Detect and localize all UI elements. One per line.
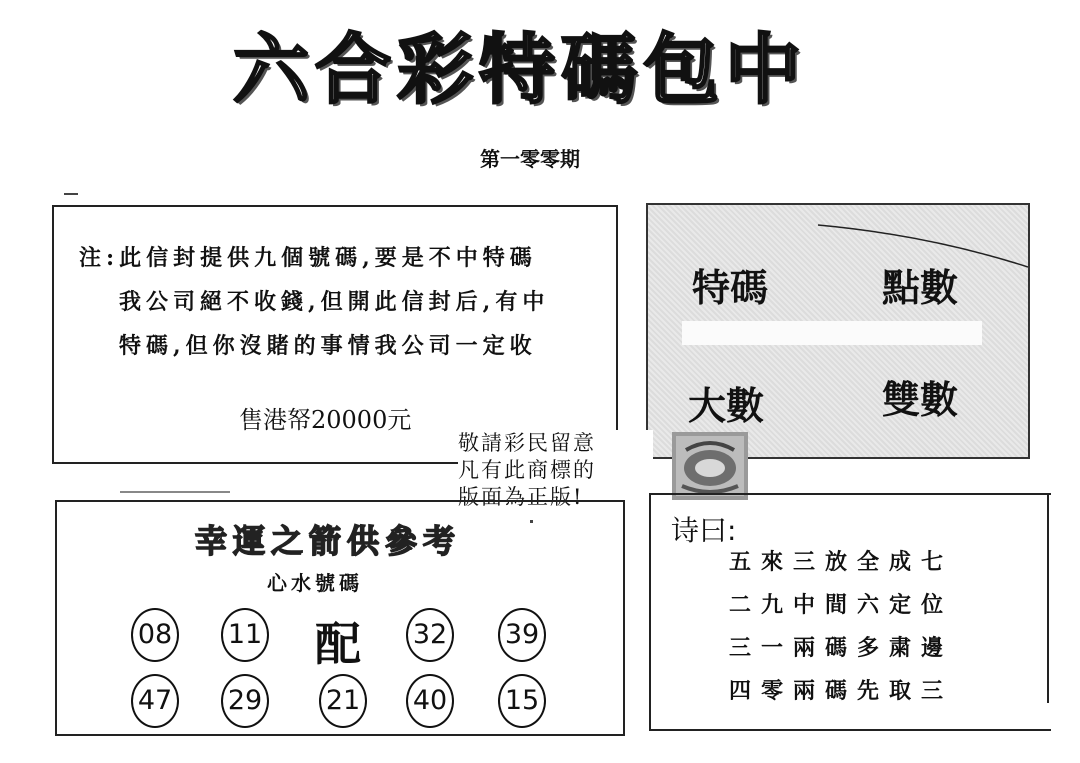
notice-line-3: 特碼,但你沒賭的事情我公司一定收	[119, 333, 537, 359]
warning-line-2: 凡有此商標的	[458, 458, 596, 482]
number-ball: 47	[131, 674, 179, 728]
pair-label: 配	[315, 617, 361, 671]
number-ball: 21	[319, 674, 367, 728]
attribute-box	[646, 203, 1030, 459]
number-ball: 29	[221, 674, 269, 728]
attr-big-number: 大數	[688, 384, 765, 428]
poem-line-4: 四零兩碼先取三	[729, 678, 954, 704]
warning-line-1: 敬請彩民留意	[458, 431, 596, 455]
number-ball: 40	[406, 674, 454, 728]
number-ball: 32	[406, 608, 454, 662]
scan-speck	[64, 193, 78, 195]
poem-line-2: 二九中間六定位	[729, 592, 954, 618]
number-ball: 08	[131, 608, 179, 662]
notice-line-1: 注:此信封提供九個號碼,要是不中特碼	[79, 245, 537, 271]
number-ball: 15	[498, 674, 546, 728]
scan-speck	[120, 491, 230, 493]
authenticity-warning	[458, 430, 653, 511]
lucky-numbers-box	[55, 500, 625, 736]
number-ball: 39	[498, 608, 546, 662]
poem-box	[649, 493, 1051, 731]
page-title: 六合彩特碼包中	[233, 25, 807, 114]
number-ball: 11	[221, 608, 269, 662]
poem-label: 诗曰:	[671, 514, 737, 547]
issue-number: 第一零零期	[480, 147, 580, 171]
price-text: 售港帑20000元	[239, 406, 412, 434]
poem-line-3: 三一兩碼多粛邊	[729, 635, 954, 661]
poem-line-1: 五來三放全成七	[729, 549, 954, 575]
attr-points: 點數	[882, 266, 959, 310]
notice-box	[52, 205, 618, 464]
attr-special-code: 特碼	[692, 266, 769, 310]
scan-speck	[530, 520, 533, 523]
warning-line-3: 版面為正版!	[458, 485, 584, 509]
poem-box-edge	[1047, 493, 1049, 703]
notice-line-2: 我公司絕不收錢,但開此信封后,有中	[119, 289, 550, 315]
lucky-subtitle: 心水號碼	[267, 571, 363, 595]
lucky-title: 幸運之箭供參考	[195, 522, 462, 560]
divider-stripe	[682, 321, 982, 345]
attr-even-number: 雙數	[882, 378, 959, 422]
trademark-logo-icon	[672, 432, 748, 500]
